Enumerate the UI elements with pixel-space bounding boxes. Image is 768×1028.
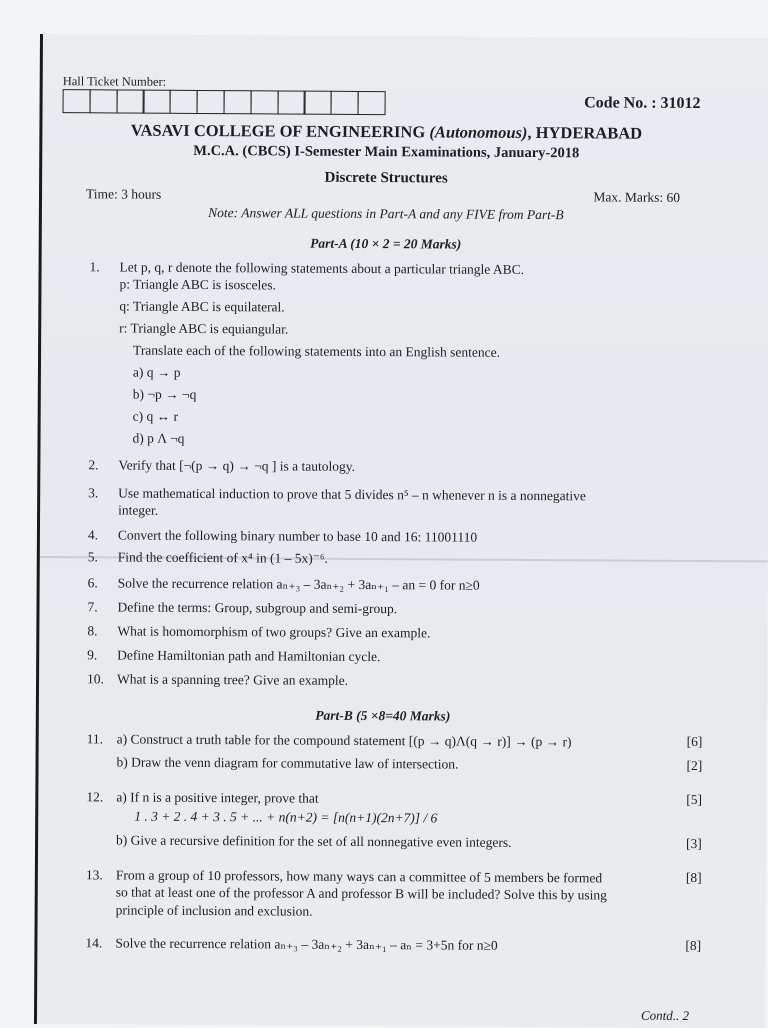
hall-ticket-box <box>331 91 359 115</box>
part-a-heading: Part-A (10 × 2 = 20 Marks) <box>310 235 462 252</box>
q1-part-a: a) q → p <box>132 364 181 380</box>
hall-ticket-box <box>357 91 385 115</box>
question-text: Use mathematical induction to prove that 5 divides n⁵ – n whenever n is a nonnegative <box>118 485 586 504</box>
q1-part-d: d) p Λ ¬q <box>132 430 185 446</box>
q12-formula: 1 . 3 + 2 . 4 + 3 . 5 + ... + n(n+2) = [n(n+1)(2n+7)] / 6 <box>134 808 438 826</box>
q1-part-c: c) q ↔ r <box>132 408 179 424</box>
college-autonomous: (Autonomous) <box>429 122 528 142</box>
marks-11b: [2] <box>686 757 703 774</box>
question-number: 14. <box>85 935 103 951</box>
question-text: Solve the recurrence relation aₙ₊₃ – 3aₙ₊₂ + 3aₙ₊₁ – an = 0 for n≥0 <box>117 575 480 593</box>
question-number: 9. <box>87 647 98 663</box>
marks-13: [8] <box>685 869 702 886</box>
question-number: 1. <box>89 259 100 275</box>
hall-ticket-box <box>277 90 305 114</box>
hall-ticket-box <box>63 89 91 113</box>
hall-ticket-box <box>223 90 251 114</box>
part-b-heading: Part-B (5 ×8=40 Marks) <box>315 707 451 724</box>
college-city: , HYDERABAD <box>527 122 643 143</box>
continued-note: Contd.. 2 <box>640 1007 690 1023</box>
q1-part-b: b) ¬p → ¬q <box>132 386 197 402</box>
q13-line-2: so that at least one of the professor A and professor B will be included? Solve this by using <box>115 884 607 903</box>
hall-ticket-label: Hall Ticket Number: <box>62 74 167 89</box>
question-11-part-b: b) Draw the venn diagram for commutative law of intersection. <box>116 754 459 772</box>
question-text: Define the terms: Group, subgroup and semi-group. <box>117 599 398 617</box>
question-number: 6. <box>87 575 98 591</box>
question-number: 2. <box>88 457 99 473</box>
q1-statement-q: q: Triangle ABC is equilateral. <box>119 298 285 315</box>
question-part-a: a) Construct a truth table for the compound statement [(p → q)Λ(q → r)] → (p → r) <box>116 731 572 750</box>
q1-statement-r: r: Triangle ABC is equiangular. <box>119 320 289 337</box>
college-name-line <box>42 120 730 144</box>
question-number: 11. <box>86 731 104 747</box>
code-number: Code No. : 31012 <box>584 94 701 113</box>
marks-11a: [6] <box>686 733 703 750</box>
question-number: 5. <box>87 549 98 565</box>
question-text: Let p, q, r denote the following statements about a particular triangle ABC. <box>119 259 525 277</box>
q13-line-3: principle of inclusion and exclusion. <box>115 902 313 919</box>
question-text: Solve the recurrence relation aₙ₊₃ – 3aₙ₊₂ + 3aₙ₊₁ – aₙ = 3+5n for n≥0 <box>115 935 498 953</box>
question-number: 7. <box>87 599 98 615</box>
hall-ticket-boxes <box>63 89 385 115</box>
hall-ticket-box <box>89 89 117 113</box>
marks-14: [8] <box>685 937 702 954</box>
marks-12a: [5] <box>686 791 703 808</box>
hall-ticket-box <box>197 90 225 114</box>
time-duration: Time: 3 hours <box>85 186 162 202</box>
question-number: 10. <box>87 671 104 687</box>
question-part-a: a) If n is a positive integer, prove that <box>116 789 319 806</box>
question-text: From a group of 10 professors, how many ways can a committee of 5 members be formed <box>115 867 603 886</box>
question-text: Verify that [¬(p → q) → ¬q ] is a tautology. <box>118 457 356 474</box>
question-number: 13. <box>85 867 103 883</box>
question-12-part-b: b) Give a recursive definition for the set of all nonnegative even integers. <box>116 832 512 850</box>
hall-ticket-box <box>143 90 171 114</box>
marks-12b: [3] <box>686 835 702 852</box>
question-text: Define Hamiltonian path and Hamiltonian cycle. <box>117 647 381 665</box>
exam-paper <box>34 34 768 1028</box>
hall-ticket-box <box>170 90 198 114</box>
college-name: VASAVI COLLEGE OF ENGINEERING <box>130 120 426 142</box>
subject-title: Discrete Structures <box>324 169 448 187</box>
question-text: What is a spanning tree? Give an example. <box>117 671 349 688</box>
exam-title: M.C.A. (CBCS) I-Semester Main Examinations, January-2018 <box>193 142 580 162</box>
instructions-note: Note: Answer ALL questions in Part-A and any FIVE from Part-B <box>208 205 564 223</box>
question-text: Find the coefficient of x⁴ in (1 – 5x)⁻⁶. <box>117 549 328 566</box>
question-number: 12. <box>86 789 104 805</box>
question-number: 4. <box>87 527 99 543</box>
q3-continuation: integer. <box>118 502 159 518</box>
q1-instruction: Translate each of the following statements into an English sentence. <box>133 342 501 360</box>
max-marks: Max. Marks: 60 <box>593 189 681 205</box>
question-number: 3. <box>88 485 99 501</box>
hall-ticket-box <box>250 90 278 114</box>
hall-ticket-box <box>116 89 144 113</box>
question-number: 8. <box>87 623 98 639</box>
question-text: What is homomorphism of two groups? Give an example. <box>117 623 431 641</box>
question-text: Convert the following binary number to base 10 and 16: 11001110 <box>117 527 478 545</box>
hall-ticket-box <box>304 91 332 115</box>
q1-statement-p: p: Triangle ABC is isosceles. <box>119 276 276 293</box>
